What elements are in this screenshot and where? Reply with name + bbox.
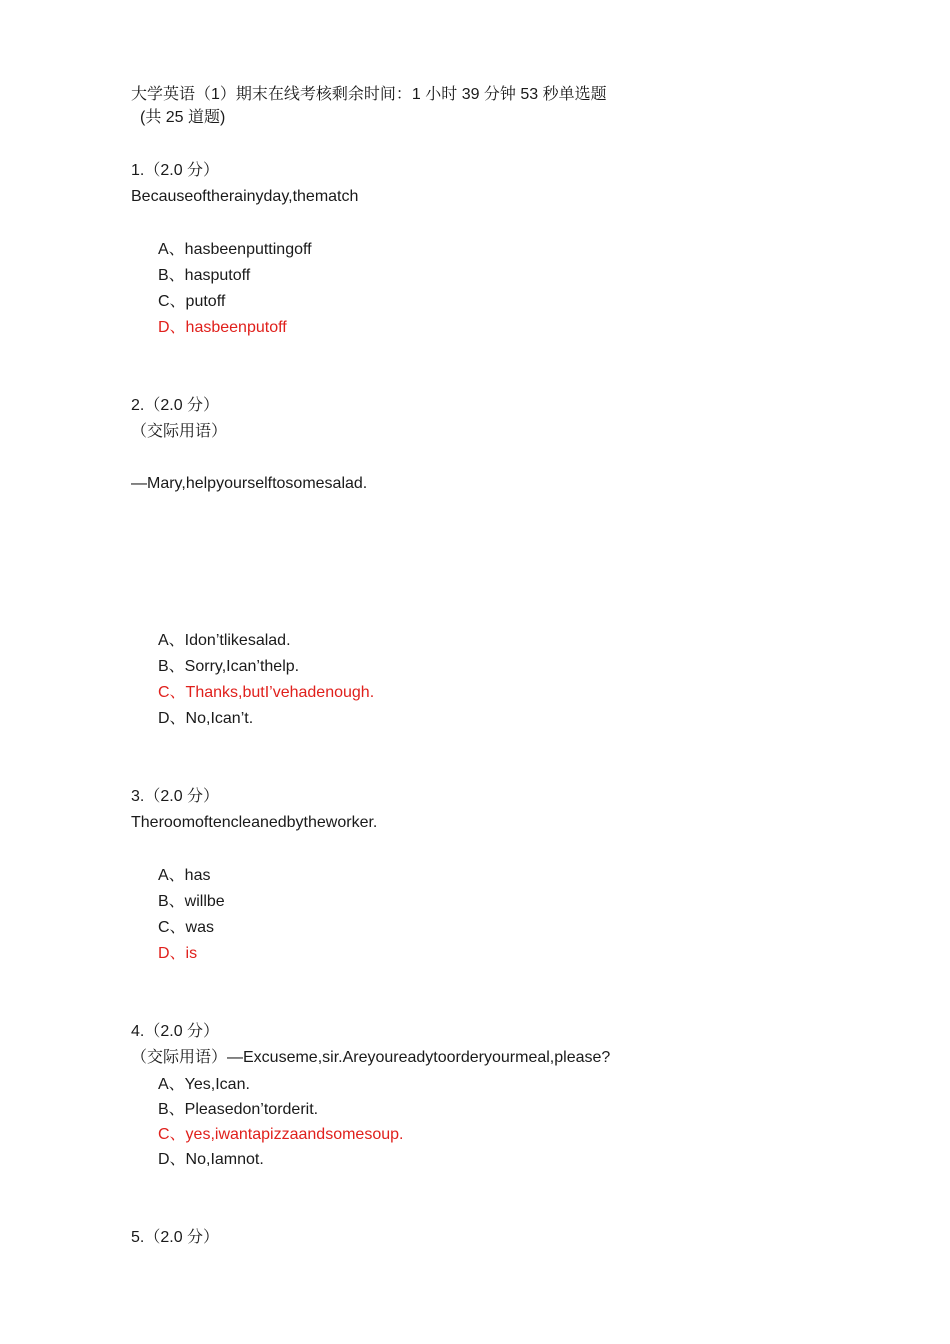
- question-2-option-b[interactable]: B、Sorry,Ican’thelp.: [158, 658, 300, 675]
- question-3-option-a[interactable]: A、has: [158, 867, 211, 884]
- question-1-number: 1.（2.0 分）: [131, 162, 220, 179]
- question-1-text: Becauseoftherainyday,thematch: [131, 188, 359, 205]
- question-2-option-c[interactable]: C、Thanks,butI’vehadenough.: [158, 684, 375, 701]
- question-3-option-b[interactable]: B、willbe: [158, 893, 225, 910]
- question-2-option-a[interactable]: A、Idon’tlikesalad.: [158, 632, 291, 649]
- question-3-text: Theroomoftencleanedbytheworker.: [131, 814, 378, 831]
- question-1-option-a[interactable]: A、hasbeenputtingoff: [158, 241, 312, 258]
- question-2-number: 2.（2.0 分）: [131, 397, 220, 414]
- question-3-option-c[interactable]: C、was: [158, 919, 215, 936]
- question-2-option-d[interactable]: D、No,Ican’t.: [158, 710, 254, 727]
- question-1-option-c[interactable]: C、putoff: [158, 293, 226, 310]
- question-4-option-a[interactable]: A、Yes,Ican.: [158, 1076, 250, 1093]
- question-3-number: 3.（2.0 分）: [131, 788, 220, 805]
- exam-header-title: 大学英语（1）期末在线考核剩余时间：1 小时 39 分钟 53 秒单选题: [131, 86, 607, 103]
- question-4-number: 4.（2.0 分）: [131, 1023, 220, 1040]
- question-3-option-d[interactable]: D、is: [158, 945, 198, 962]
- question-2-category: （交际用语）: [131, 423, 228, 440]
- question-count: (共 25 道题): [140, 109, 226, 126]
- question-4-option-c[interactable]: C、yes,iwantapizzaandsomesoup.: [158, 1126, 404, 1143]
- question-4-option-b[interactable]: B、Pleasedon’torderit.: [158, 1101, 319, 1118]
- question-1-option-d[interactable]: D、hasbeenputoff: [158, 319, 287, 336]
- question-2-text: —Mary,helpyourselftosomesalad.: [131, 475, 368, 492]
- question-5-number: 5.（2.0 分）: [131, 1229, 220, 1246]
- question-4-option-d[interactable]: D、No,Iamnot.: [158, 1151, 264, 1168]
- question-4-text: （交际用语）—Excuseme,sir.Areyoureadytoorderyourmeal,please?: [131, 1049, 611, 1066]
- question-1-option-b[interactable]: B、hasputoff: [158, 267, 251, 284]
